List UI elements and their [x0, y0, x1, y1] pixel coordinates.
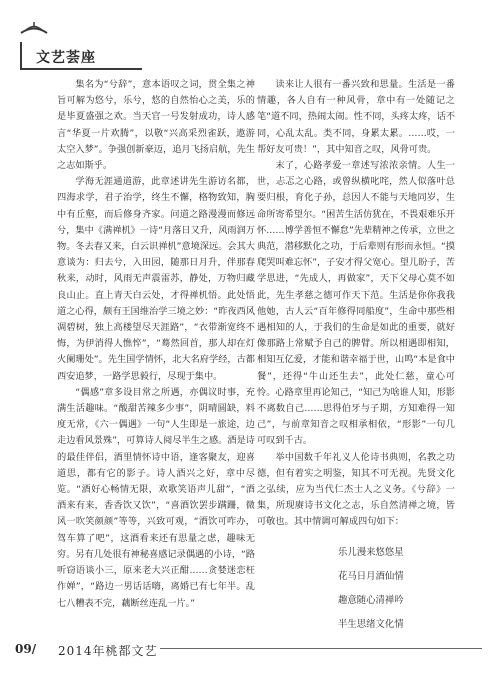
- magazine-name: 2014年桃都文艺: [58, 644, 158, 658]
- poem-line: 趣意随心清禅吟: [338, 595, 404, 606]
- pavilion-roof-icon: [20, 22, 48, 40]
- paragraph: 举中国数千年礼义人伦诗书典则，名教之功德，但有着实之明鉴，知其不可无视。先贤文化之弘续，应为当代仁杰士人之义务。《兮辞》一集，所现赓诗书文化之志，乐自然清禅之境，皆可敬也。其中情调可解成四句如下：: [257, 451, 455, 528]
- paragraph: 末了，心路孝爱一章述写浓浓亲情。人生一世，忐忑之心路，或曾纵横叱咤，然人似落叶总要归根，育化子孙，总因人不能与天地同岁，生命所寄希望尔。“困苦生活仿犹在，不畏艰难乐开怀……博学善恒不懈怠”先辈精神之传承，立世之典范，潜移默化之功，于后辈则有形而永恒。“摸爬哭叫难忘怀”，子安才得父宽心。望儿盼子，苦学思进，“先成人，再做家”，天下父母心莫不如此，先生孝慈之德可作天下范。生活是你你我我他她，古人云“百年修得同船度”，生命中那些相遇相知的人，于我们的生命是如此的重要，就好像那路上常赋予自己的脾臂。所以相遇即相知，相知互亿爱，才能和谐幸福于世，山鸣“本是食中餐”，还得“牛山还生去”，此处仁慈，童心可怜。心路章里再论知己，“知己为啥谁人知，形影不离数自己……思得伯牙与子期，方知难得一知己”，与前章知音之叹相承相依，“形影”一句几可叹到千古。: [257, 160, 455, 447]
- paragraph: 读来让人很有一番兴致和思量。生活是一番情趣，各人自有一种风骨，章中有一处随记之笔“道不同，热闹太闹。性不同，头疼太疼，话不同，心乱太乱。类不同，身累太累。……哎，一帮好友可贵！”，其中知音之叹，风骨可贵。: [257, 79, 455, 155]
- footer-rule: [160, 648, 482, 649]
- poem-line: 乐儿漫来悠悠星: [338, 547, 404, 558]
- page-number: 09/: [15, 642, 37, 656]
- section-title: 文艺荟座: [36, 50, 96, 66]
- poem-line: 半生思绪文化情: [338, 619, 404, 630]
- left-column: [57, 77, 255, 612]
- right-column: [257, 77, 455, 531]
- section-header: [12, 20, 152, 65]
- paragraph: 集名为“兮辞”，意本语叹之词，贯全集之神旨可解为悠兮，乐兮，悠的自然怡心之美，乐的是毕夏盛强之欢。当天官一号发射成功，诗人感言“华夏一片欢腾”，以敬“兴高采烈雀跃，遨游太空入梦”。争强创新豪迈，追月飞扬启航，先生之志如斯乎。: [57, 79, 255, 172]
- poem-line: 花马日月酒仙情: [338, 571, 404, 582]
- page-footer: [0, 633, 500, 661]
- paragraph: “偶感”章多设目常之所遇，亦偶议时事，充满生活趣味。“酸甜苦辣多少事”，阴晴圆缺，料度无常，《六一偶遇》一句“人生即是一旅途，边走边看风景殊”，可算诗人阅尽半生之感。酒是诗的最佳伴侣，酒里情怀诗中语，逢客聚友，迎喜道思，都有它的影子。诗人酒兴之好，章中尽览。“酒好心畅情无限，欢歌笑语声儿甜”，“酒酒来有来，香香饮又饮”，“喜酒饮罢步蹒跚，微风一吹笑颜颜”等等，兴致可观，“酒饮可咋办，驾车算了吧”，这酒看来还有思量之虑，趣味无穷。另有几处很有神秘喜感记录偶遇的小诗，“路听窃语谈小三，原来老大兴正酣……贪婪迷恋枉作婵”，“路边一男话话嗨，离婚已有七年半。乱七八糟表不完，藕断丝连乱一片。”: [57, 386, 255, 609]
- paragraph: 学海无涯通道游，此章述讲先生游访名都，四海求学，君子治学，终生不懈，格物致知，胸中有丘壑，而后修身齐家。问道之路漫漫而修远兮，集中《满禅机》一诗“月落日又升，风雨润万物。冬去春又来，白云识禅机”意境深远。会其大意谈为：归去兮，入田园，随那日月升，伴那春秋来，动时，风雨无声震雷苏，静处，万物归藏良山止。直上青天白云处，才得禅机悟。此处悟道之心得，颇有王国维治学三境之妙：“昨夜西风凋碧树，独上高楼望尽天涯路”，“衣带渐宽终不悔，为伊消得人憔悴”，“蓦然回首，那人却在灯火阑珊处”。先生国学情怀，北大名府学经，古都西安追梦，一路学思毅行，尽现于集中。: [57, 176, 255, 382]
- poem: [338, 541, 404, 637]
